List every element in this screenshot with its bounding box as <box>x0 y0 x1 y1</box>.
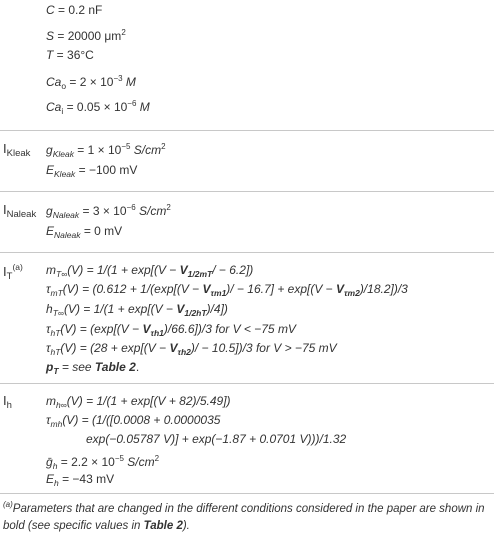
divider <box>0 383 494 384</box>
kleak-label: $I_{Kleak}$ <box>3 141 31 159</box>
temperature-line: T = 36°C <box>46 48 94 62</box>
ih-label: $I_h$ <box>3 393 12 411</box>
area-line: S = 20000 $\mu m^2$ <box>46 28 126 43</box>
tau-mh-continuation: exp(−0.05787 V)] + exp(−1.87 + 0.0701 V)))/1.32 <box>86 432 347 446</box>
divider <box>0 493 494 494</box>
kleak-g-line: $g_{Kleak} = 1 \times 10^{-5}$ $S/cm^2$ <box>46 142 166 159</box>
naleak-e-line: $E_{Naleak} = 0$ mV <box>46 224 123 240</box>
ca-in-line: $Ca_i = 0.05 \times 10^{-6}$ M <box>46 99 150 116</box>
gh-line: ḡ$_h$ = $2.2 \times 10^{-5}$ $S/cm^2$ <box>46 454 160 471</box>
kleak-e-line: $E_{Kleak} = -100$ mV <box>46 163 138 179</box>
eh-line: $E_h = -43$ mV <box>46 472 115 488</box>
tau-mh-line: $\tau_{mh}(V) = (1/([0.0008 + 0.0000035$ <box>46 413 221 429</box>
divider <box>0 191 494 192</box>
pt-line: $p_T$ = see Table 2. <box>46 360 140 376</box>
ca-out-line: $Ca_o = 2 \times 10^{-3}$ M <box>46 74 136 91</box>
naleak-g-line: $g_{Naleak} = 3 \times 10^{-6}$ $S/cm^2$ <box>46 203 171 220</box>
divider <box>0 252 494 253</box>
tau-ht-low-line: $\tau_{hT}(V) = (\exp[(V - V_{\tau h1})/66.6])/3$ for V < −75 mV <box>46 322 296 338</box>
ht-inf-line: $h_{T\infty}(V) = 1/(1 + \exp[(V - V_{1/2hT})/4])$ <box>46 302 228 318</box>
divider <box>0 130 494 131</box>
capacitance-line: C = 0.2 nF <box>46 3 103 17</box>
tau-mt-line: $\tau_{mT}(V) = (0.612 + 1/(\exp[(V - V_{\tau m1})/ - 16.7] + \exp[(V - V_{\tau m2})/18.2])/3$ <box>46 282 408 298</box>
tau-ht-high-line: $\tau_{hT}(V) = (28 + \exp[(V - V_{\tau h2})/ - 10.5])/3$ for V > −75 mV <box>46 341 337 357</box>
mh-inf-line: $m_{h\infty}(V) = 1/(1 + \exp[(V + 82)/5.49])$ <box>46 394 231 410</box>
mt-inf-line: $m_{T\infty}(V) = 1/(1 + \exp[(V - V_{1/2mT}/ - 6.2])$ <box>46 263 254 279</box>
naleak-label: $I_{Naleak}$ <box>3 202 37 220</box>
footnote: $^{(a)}$Parameters that are changed in the different conditions considered in the paper are shown in bold (see specific values in Table 2). <box>3 500 485 532</box>
it-label: $I_T^{(a)}$ <box>3 262 23 282</box>
